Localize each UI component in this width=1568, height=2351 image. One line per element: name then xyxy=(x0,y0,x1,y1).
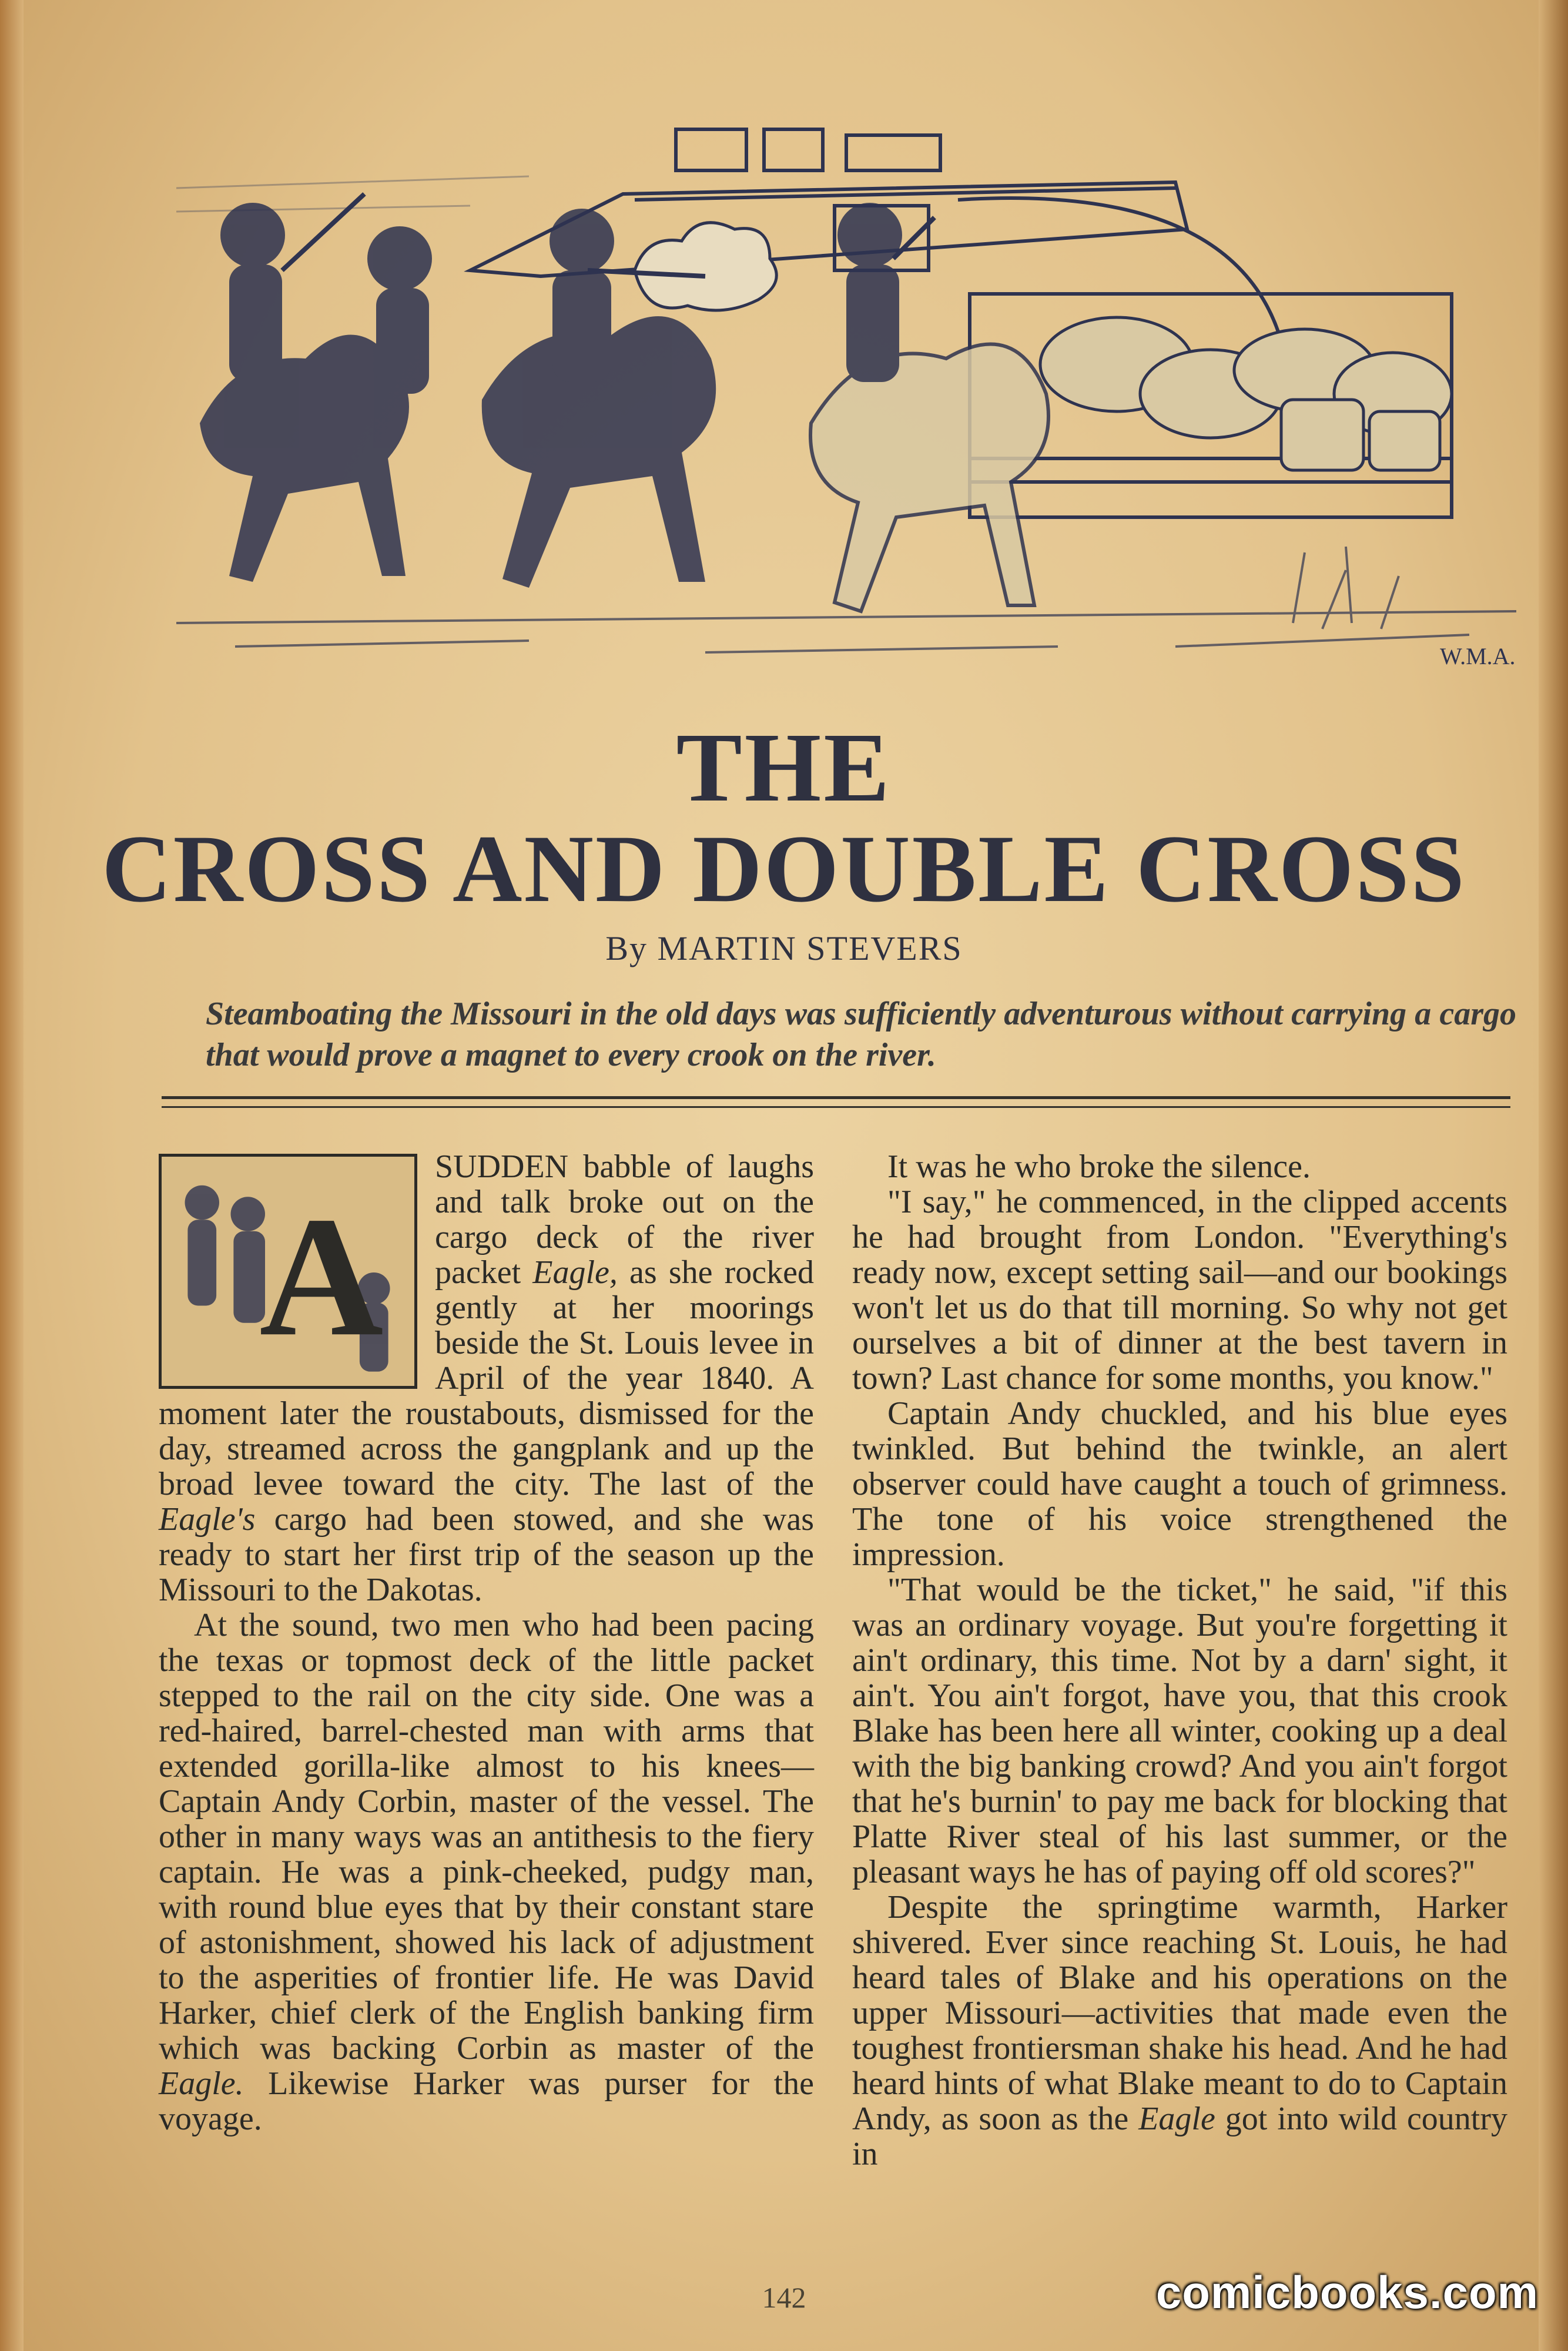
header-illustration xyxy=(176,118,1516,682)
right-paragraph-3: Captain Andy chuckled, and his blue eyes twinkled. But behind the twinkle, an alert observer could have caught a touch of grimness. The tone of his voice strengthened the impression. xyxy=(852,1395,1507,1573)
right-paragraph-5: Despite the springtime warmth, Harker shivered. Ever since reaching St. Louis, he had heard tales of Blake and his operations on the upper Missouri—activities that made even the toughest frontiersman shake his head. And he had heard hints of what Blake meant to do to Captain Andy, as soon as the Eagle got into wild country in xyxy=(852,1889,1508,2172)
page-edge-right xyxy=(1539,0,1568,2351)
right-paragraph-1: It was he who broke the silence. xyxy=(887,1148,1311,1185)
story-deck: Steamboating the Missouri in the old days was sufficiently adventurous without carrying a cargo that would prove a magnet to every crook on the river. xyxy=(206,996,1516,1073)
byline: By MARTIN STEVERS xyxy=(605,929,963,967)
left-column xyxy=(159,1149,814,2254)
right-column xyxy=(852,1149,1507,2254)
watermark: comicbooks.com xyxy=(1155,2266,1539,2318)
divider-rule xyxy=(162,1096,1510,1099)
title-line-1: THE xyxy=(676,713,892,822)
left-paragraph-1: SUDDEN babble of laughs and talk broke out on the cargo deck of the river packet Eagle, as she rocked gently at her moorings beside the St. Louis levee in April of the year 1840. A moment later the roustabouts, dismissed for the day, streamed across the gangplank and up the broad levee toward the city. The last of the Eagle's cargo had been stowed, and she was ready to start her first trip of the season up the Missouri to the Dakotas. xyxy=(159,1148,815,1608)
dropcap-illustration xyxy=(159,1154,417,1389)
title-line-2: CROSS AND DOUBLE CROSS xyxy=(102,816,1466,922)
page-edge-left xyxy=(0,0,24,2351)
right-paragraph-4: "That would be the ticket," he said, "if this was an ordinary voyage. But you're forgetting it ain't ordinary, this time. Not by a darn' sight, it ain't. You ain't forgot, have you, that this crook Blake has been here all winter, cooking up a deal with the big banking crowd? And you ain't forgot that he's burnin' to pay me back for blocking that Platte River steal of his last summer, or the pleasant ways he has of paying off old scores?" xyxy=(852,1572,1507,1890)
page-number: 142 xyxy=(762,2281,806,2314)
divider-rule xyxy=(162,1106,1510,1108)
illustration-signature: W.M.A. xyxy=(1440,643,1516,669)
dropcap-letter: A xyxy=(259,1181,384,1372)
right-paragraph-2: "I say," he commenced, in the clipped accents he had brought from London. "Everything's ready now, except setting sail—and our bookings won't let us do that till morning. So why not get ourselves a bit of dinner at the best tavern in town? Last chance for some months, you know." xyxy=(852,1184,1507,1396)
left-paragraph-2: At the sound, two men who had been pacing the texas or topmost deck of the little packet stepped to the rail on the city side. One was a red-haired, barrel-chested man with arms that extended gorilla-like almost to his knees—Captain Andy Corbin, master of the vessel. The other in many ways was an antithesis to the fiery captain. He was a pink-cheeked, pudgy man, with round blue eyes that by their constant stare of astonishment, showed his lack of adjustment to the asperities of frontier life. He was David Harker, chief clerk of the English banking firm which was backing Corbin as master of the Eagle. Likewise Harker was purser for the voyage. xyxy=(159,1607,814,2137)
